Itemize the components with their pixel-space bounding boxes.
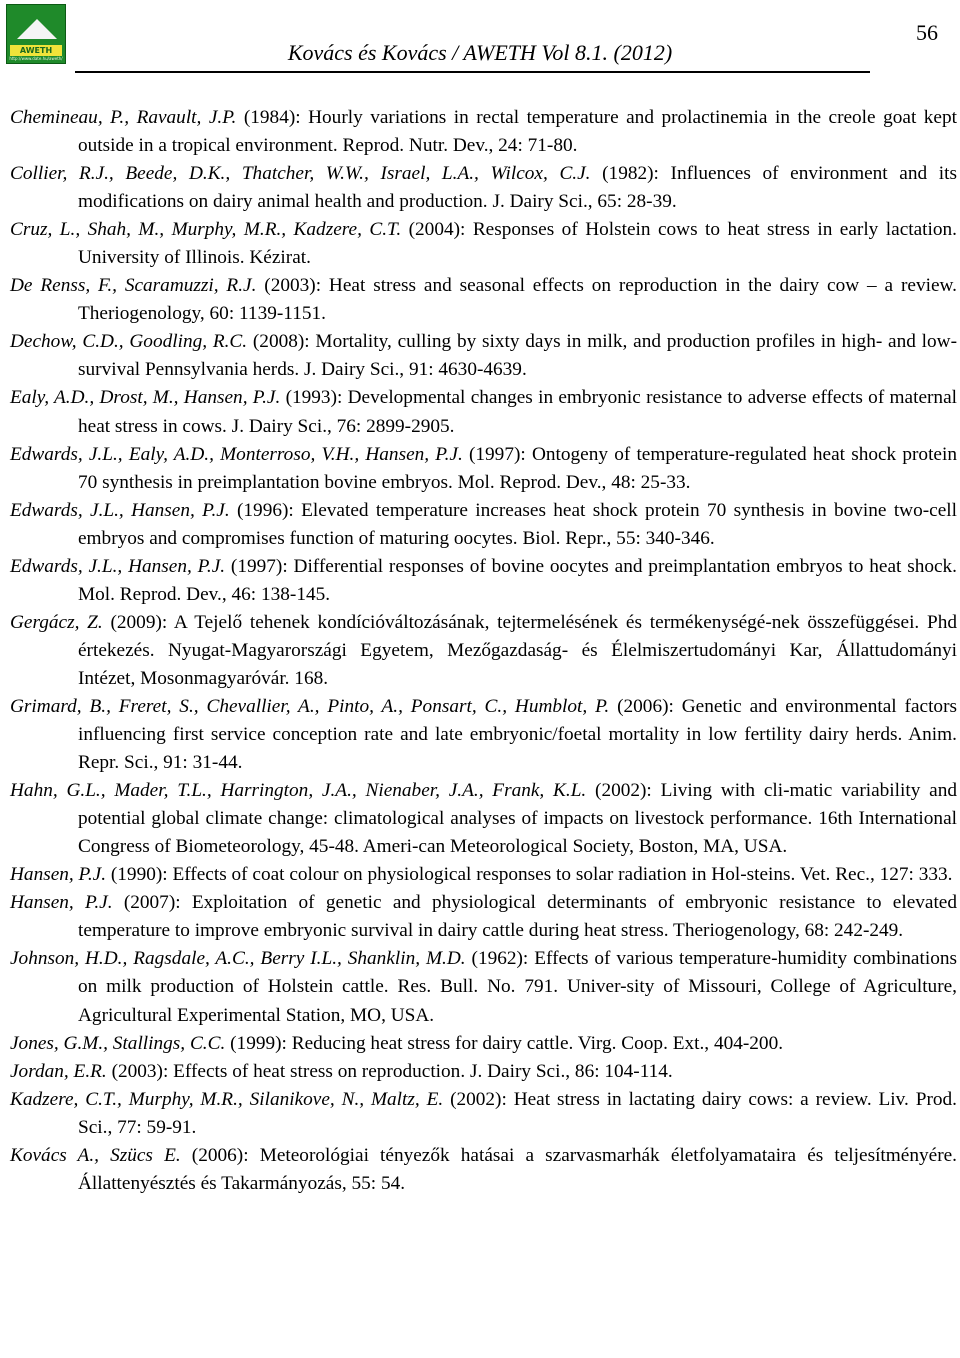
reference-details: (2008): Mortality, culling by sixty days in milk, and production profiles in high- and low-survival Pennsylvania herds. J. Dairy Sci., 91: 4630-4639.: [78, 331, 957, 381]
reference-details: (1984): Hourly variations in rectal temperature and prolactinemia in the creole goat kept outside in a tropical environment. Reprod. Nutr. Dev., 24: 71-80.: [78, 107, 957, 157]
reference-details: (2009): A Tejelő tehenek kondícióváltozásának, tejtermelésének és termékenységé-nek összefüggései. Phd értekezés. Nyugat-Magyarországi Egyetem, Mezőgazdaság- és Élelmiszertudományi Kar, Állattudományi Intézet, Mosonmagyaróvár. 168.: [78, 611, 958, 689]
reference-entry: [10, 609, 957, 693]
reference-entry: [10, 328, 957, 384]
reference-details: (1962): Effects of various temperature-humidity combinations on milk production of Holstein cattle. Res. Bull. No. 791. Univer-sity of Missouri, College of Agriculture, Agricultural Experimental Station, MO, USA.: [78, 948, 957, 1026]
reference-details: (1990): Effects of coat colour on physiological responses to solar radiation in Hol-steins. Vet. Rec., 127: 333.: [106, 864, 953, 886]
reference-entry: [10, 945, 957, 1029]
reference-authors: Edwards, J.L., Hansen, P.J.: [10, 555, 226, 577]
reference-details: (2003): Effects of heat stress on reproduction. J. Dairy Sci., 86: 104-114.: [106, 1060, 673, 1082]
reference-details: (1997): Ontogeny of temperature-regulated heat shock protein 70 synthesis in preimplantation bovine embryos. Mol. Reprod. Dev., 48: 25-33.: [78, 443, 957, 493]
reference-details: (2007): Exploitation of genetic and physiological determinants of embryonic resistance to elevated temperature to improve embryonic survival in dairy cattle during heat stress. Theriogenology, 68: 242-249.: [78, 892, 958, 942]
reference-entry: [10, 553, 957, 609]
reference-details: (1993): Developmental changes in embryonic resistance to adverse effects of maternal heat stress in cows. J. Dairy Sci., 76: 2899-2905.: [78, 387, 957, 437]
running-title: Kovács és Kovács / AWETH Vol 8.1. (2012): [287, 40, 673, 65]
reference-entry: [10, 384, 957, 440]
reference-details: (1999): Reducing heat stress for dairy cattle. Virg. Coop. Ext., 404-200.: [225, 1032, 784, 1054]
reference-authors: Edwards, J.L., Ealy, A.D., Monterroso, V.H., Hansen, P.J.: [10, 443, 463, 465]
reference-authors: Ealy, A.D., Drost, M., Hansen, P.J.: [10, 387, 281, 409]
reference-authors: Jordan, E.R.: [10, 1060, 107, 1082]
reference-authors: Kovács A., Szücs E.: [10, 1144, 181, 1166]
reference-entry: [10, 104, 957, 160]
reference-entry: [10, 1030, 957, 1058]
reference-entry: [10, 1142, 957, 1198]
reference-authors: Dechow, C.D., Goodling, R.C.: [10, 331, 248, 353]
reference-details: (2006): Meteorológiai tényezők hatásai a szarvasmarhák életfolyamataira és teljesítményére. Állattenyésztés és Takarmányozás, 55: 54.: [78, 1144, 957, 1194]
reference-entry: [10, 272, 957, 328]
reference-entry: [10, 1086, 957, 1142]
logo-url: http://www.date.hu/aweth/: [9, 56, 63, 61]
reference-authors: Hansen, P.J.: [10, 864, 107, 886]
reference-details: (2002): Heat stress in lactating dairy cows: a review. Liv. Prod. Sci., 77: 59-91.: [78, 1088, 957, 1138]
reference-entry: [10, 216, 957, 272]
reference-details: (1982): Influences of environment and its modifications on dairy animal health and production. J. Dairy Sci., 65: 28-39.: [78, 163, 957, 213]
reference-entry: [10, 1058, 957, 1086]
reference-list: [10, 104, 957, 1198]
reference-authors: Cruz, L., Shah, M., Murphy, M.R., Kadzere, C.T.: [10, 219, 402, 241]
reference-authors: Chemineau, P., Ravault, J.P.: [10, 107, 237, 128]
reference-authors: Kadzere, C.T., Murphy, M.R., Silanikove, N., Maltz, E.: [10, 1088, 444, 1110]
reference-authors: Edwards, J.L., Hansen, P.J.: [10, 499, 230, 521]
reference-authors: Hahn, G.L., Mader, T.L., Harrington, J.A., Nienaber, J.A., Frank, K.L.: [10, 780, 587, 802]
reference-details: (2002): Living with cli-matic variability and potential global climate change: climatological analyses of impacts on livestock performance. 16th International Congress of Biometeorology, 45-48. Ameri-can Meteorological Society, Boston, MA, USA.: [78, 780, 957, 858]
farm-roof-icon: [17, 19, 57, 39]
reference-entry: [10, 160, 957, 216]
reference-details: (1996): Elevated temperature increases heat shock protein 70 synthesis in bovine two-cell embryos and compromises function of maturing oocytes. Biol. Repr., 55: 340-346.: [78, 499, 958, 549]
reference-authors: Jones, G.M., Stallings, C.C.: [10, 1032, 226, 1054]
reference-entry: [10, 777, 957, 861]
page-number: 56: [916, 20, 938, 45]
reference-entry: [10, 861, 957, 889]
reference-authors: Hansen, P.J.: [10, 892, 113, 914]
reference-authors: Grimard, B., Freret, S., Chevallier, A., Pinto, A., Ponsart, C., Humblot, P.: [10, 695, 610, 717]
reference-authors: Collier, R.J., Beede, D.K., Thatcher, W.W., Israel, L.A., Wilcox, C.J.: [10, 163, 591, 185]
reference-entry: [10, 889, 957, 945]
reference-authors: De Renss, F., Scaramuzzi, R.J.: [10, 275, 257, 297]
reference-authors: Johnson, H.D., Ragsdale, A.C., Berry I.L., Shanklin, M.D.: [10, 948, 466, 970]
reference-authors: Gergácz, Z.: [10, 611, 103, 633]
reference-details: (2006): Genetic and environmental factors influencing first service conception rate and late embryonic/foetal mortality in low fertility dairy herds. Anim. Repr. Sci., 91: 31-44.: [78, 695, 957, 774]
reference-details: (2004): Responses of Holstein cows to heat stress in early lactation. University of Illinois. Kézirat.: [78, 219, 957, 269]
reference-entry: [10, 441, 957, 497]
reference-details: (2003): Heat stress and seasonal effects on reproduction in the dairy cow – a review. Theriogenology, 60: 1139-1151.: [78, 275, 957, 325]
reference-details: (1997): Differential responses of bovine oocytes and preimplantation embryos to heat shock. Mol. Reprod. Dev., 46: 138-145.: [78, 555, 957, 605]
logo-text: AWETH: [10, 45, 62, 56]
reference-entry: [10, 693, 957, 777]
reference-entry: [10, 497, 957, 553]
header-rule: [75, 71, 870, 73]
